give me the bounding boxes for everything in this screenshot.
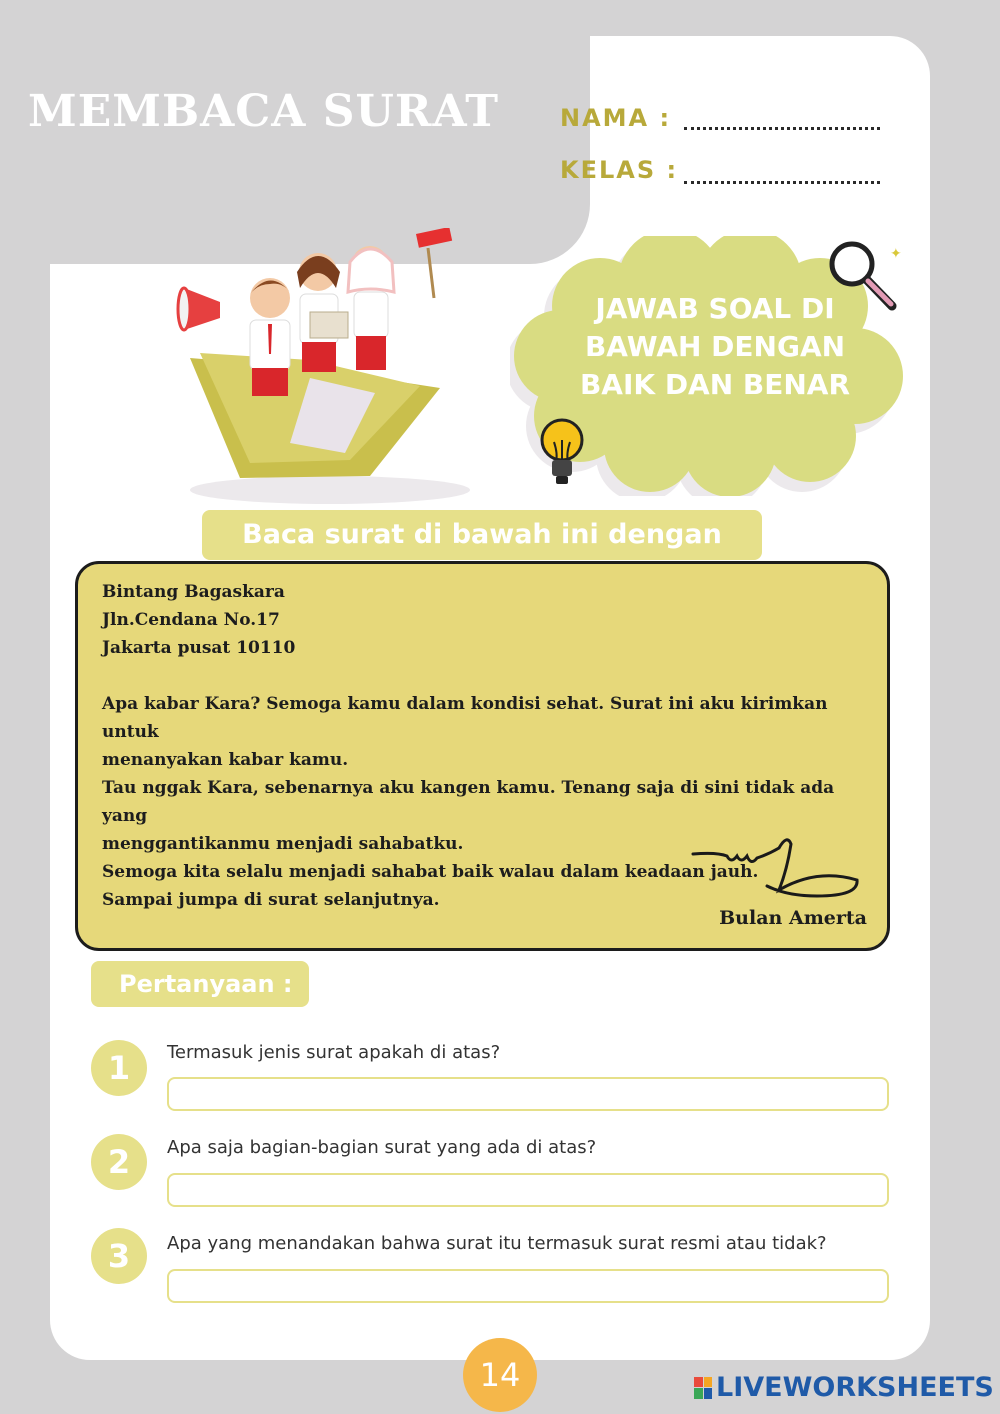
nama-label: NAMA : xyxy=(560,104,672,132)
letter-body-line: Tau nggak Kara, sebenarnya aku kangen kamu. Tenang saja di sini tidak ada yang xyxy=(102,778,835,826)
letter-body-line: Semoga kita selalu menjadi sahabat baik walau dalam keadaan jauh. xyxy=(102,862,759,882)
svg-text:✦: ✦ xyxy=(890,246,902,262)
sender-name: Bintang Bagaskara xyxy=(102,582,285,602)
letter-box xyxy=(75,561,890,951)
question-number-1: 1 xyxy=(91,1040,147,1096)
question-text-3: Apa yang menandakan bahwa surat itu termasuk surat resmi atau tidak? xyxy=(167,1233,827,1254)
nama-field[interactable] xyxy=(684,108,880,130)
cloud-line-2: BAWAH DENGAN xyxy=(584,330,846,363)
signer-name: Bulan Amerta xyxy=(719,907,867,929)
lightbulb-icon xyxy=(538,416,586,492)
question-text-1: Termasuk jenis surat apakah di atas? xyxy=(167,1042,501,1063)
question-text-2: Apa saja bagian-bagian surat yang ada di atas? xyxy=(167,1137,597,1158)
page-number-badge: 14 xyxy=(463,1338,537,1412)
question-number-2: 2 xyxy=(91,1134,147,1190)
cloud-line-1: JAWAB SOAL DI xyxy=(595,292,835,325)
letter-body-line: menanyakan kabar kamu. xyxy=(102,750,349,770)
kelas-label: KELAS : xyxy=(560,156,679,184)
kelas-field[interactable] xyxy=(684,162,880,184)
read-instruction-banner: Baca surat di bawah ini dengan xyxy=(202,510,762,560)
sender-street: Jln.Cendana No.17 xyxy=(102,610,280,630)
letter-body-line: Apa kabar Kara? Semoga kamu dalam kondisi sehat. Surat ini aku kirimkan untuk xyxy=(102,694,828,742)
cloud-instruction xyxy=(560,290,870,404)
letter-body-line: Sampai jumpa di surat selanjutnya. xyxy=(102,890,440,910)
brand-text: LIVEWORKSHEETS xyxy=(716,1372,994,1403)
liveworksheets-logo-icon xyxy=(694,1377,712,1399)
answer-input-2[interactable] xyxy=(167,1173,889,1207)
questions-header: Pertanyaan : xyxy=(91,961,309,1007)
page-title: MEMBACA SURAT xyxy=(28,86,499,137)
letter-body-line: menggantikanmu menjadi sahabatku. xyxy=(102,834,464,854)
kids-book-illustration xyxy=(170,228,470,508)
liveworksheets-brand[interactable] xyxy=(694,1372,994,1403)
cloud-line-3: BAIK DAN BENAR xyxy=(579,368,851,401)
answer-input-3[interactable] xyxy=(167,1269,889,1303)
question-number-3: 3 xyxy=(91,1228,147,1284)
signature-scribble xyxy=(687,834,867,904)
answer-input-1[interactable] xyxy=(167,1077,889,1111)
sender-city: Jakarta pusat 10110 xyxy=(102,638,296,658)
